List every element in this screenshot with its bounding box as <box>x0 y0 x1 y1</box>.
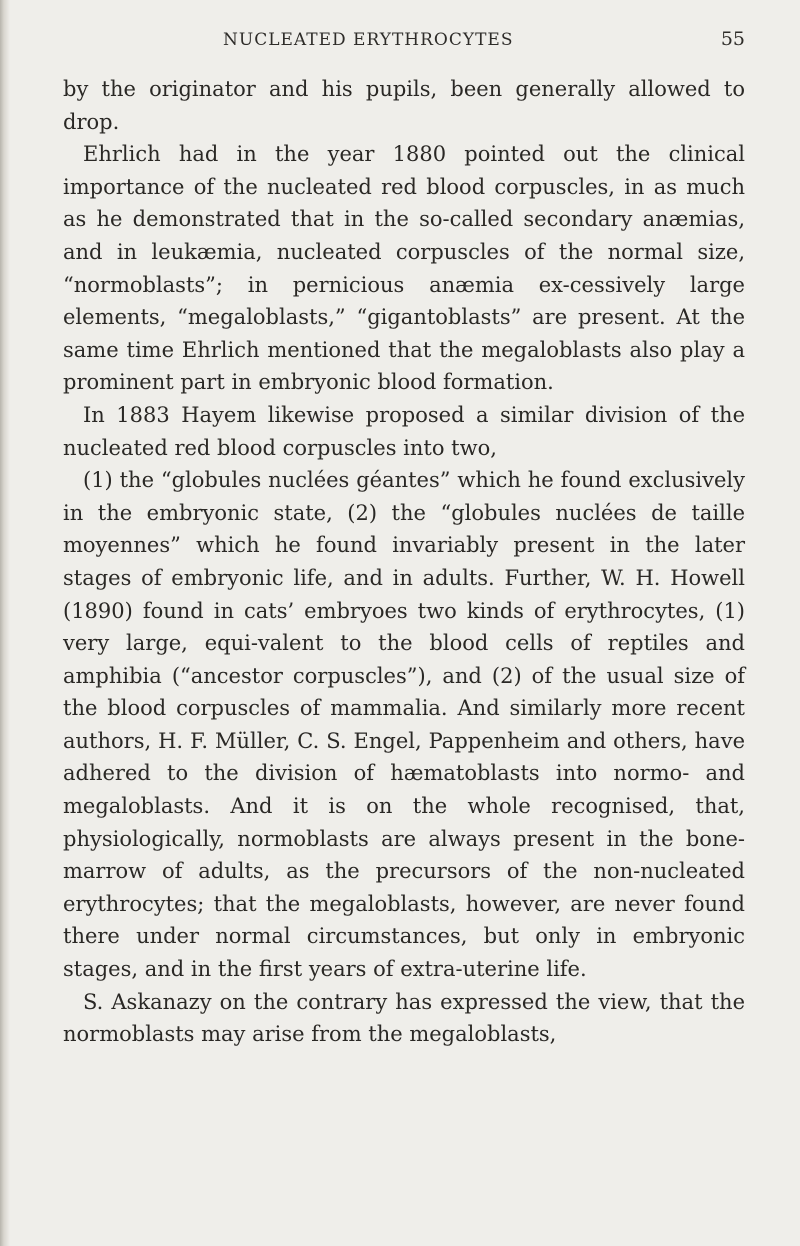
running-title: NUCLEATED ERYTHROCYTES <box>223 30 514 50</box>
body-text <box>63 73 745 1051</box>
paragraph-continuation: by the originator and his pupils, been generally allowed to drop. <box>63 77 745 134</box>
paragraph-globules: (1) the “globules nuclées géantes” which he found exclusively in the embryonic state, (2) the “globules nuclées de taille moyennes” which he found invariably present in the later stages of embryonic life, and in adults. Further, W. H. Howell (1890) found in cats’ embryoes two kinds of erythrocytes, (1) very large, equi-valent to the blood cells of reptiles and amphibia (“ancestor corpuscles”), and (2) of the usual size of the blood corpuscles of mammalia. And similarly more recent authors, H. F. Müller, C. S. Engel, Pappenheim and others, have adhered to the division of hæmatoblasts into normo- and megaloblasts. And it is on the whole recognised, that, physiologically, normoblasts are always present in the bone-marrow of adults, as the precursors of the non-nucleated erythrocytes; that the megaloblasts, however, are never found there under normal circumstances, but only in embryonic stages, and in the first years of extra-uterine life. <box>63 468 745 982</box>
page-number: 55 <box>720 28 745 50</box>
paragraph-hayem: In 1883 Hayem likewise proposed a similar division of the nucleated red blood corpuscles into two, <box>63 402 745 460</box>
paragraph-ehrlich: Ehrlich had in the year 1880 pointed out the clinical importance of the nucleated red blood corpuscles, in as much as he demonstrated that in the so-called secondary anæmias, and in leukæmia, nucleated corpuscles of the normal size, “normoblasts”; in pernicious anæmia ex-cessively large elements, “megaloblasts,” “gigantoblasts” are present. At the same time Ehrlich mentioned that the megaloblasts also play a prominent part in embryonic blood formation. <box>63 142 745 395</box>
paragraph-askanazy: S. Askanazy on the contrary has expressed the view, that the normoblasts may arise from the megaloblasts, <box>63 989 745 1047</box>
running-head <box>63 0 745 58</box>
binding-shadow <box>0 0 10 1246</box>
book-page <box>63 0 745 1246</box>
